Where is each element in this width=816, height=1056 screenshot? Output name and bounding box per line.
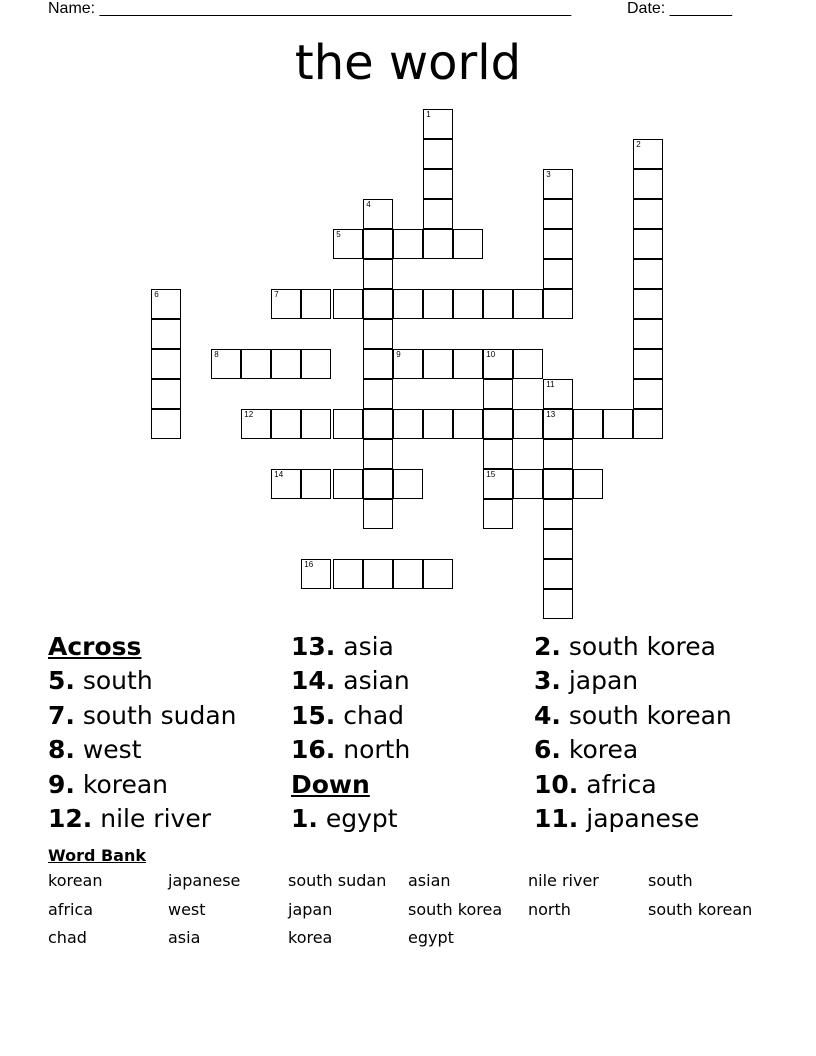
word-bank-item: africa [48,899,94,919]
crossword-cell[interactable] [393,229,423,259]
crossword-cell[interactable] [513,409,543,439]
crossword-cell[interactable] [543,409,573,439]
crossword-cell[interactable] [333,409,363,439]
crossword-cell[interactable] [513,289,543,319]
crossword-cell[interactable] [423,229,453,259]
word-bank-item: north [528,899,571,919]
crossword-cell[interactable] [543,559,573,589]
word-bank-item: korean [48,871,103,890]
crossword-cell[interactable] [543,289,573,319]
clue-text: south [74,666,153,696]
clue-number: 14. [291,666,336,696]
clue-item [534,699,732,733]
crossword-cell[interactable] [543,589,573,619]
clue-number: 16 [304,560,314,570]
clue-item [48,664,237,698]
crossword-cell[interactable] [211,349,241,379]
crossword-cell[interactable] [333,559,363,589]
crossword-cell[interactable] [543,379,573,409]
crossword-cell[interactable] [271,409,301,439]
crossword-cell[interactable] [513,349,543,379]
clue-number: 7. [48,700,75,730]
clue-number: 7 [274,290,279,300]
crossword-cell[interactable] [483,379,513,409]
word-bank-item: egypt [408,928,454,947]
crossword-cell[interactable] [423,199,453,229]
clue-item [291,733,410,767]
clue-number: 6. [534,735,561,765]
page-title: the world [294,35,522,91]
crossword-cell[interactable] [423,409,453,439]
crossword-cell[interactable] [573,409,603,439]
crossword-cell[interactable] [633,199,663,229]
clue-number: 10 [486,350,496,360]
crossword-cell[interactable] [393,469,423,499]
clue-item [48,768,237,802]
clues-column-3 [534,630,732,836]
crossword-cell[interactable] [363,259,393,289]
crossword-cell[interactable] [151,319,181,349]
clue-number: 8 [214,350,219,360]
clue-text: west [74,735,142,765]
crossword-cell[interactable] [543,439,573,469]
clue-text: egypt [317,803,398,833]
clue-number: 15 [486,470,496,480]
crossword-cell[interactable] [573,469,603,499]
clues-column-1 [48,630,237,836]
clue-number: 2. [534,632,561,661]
crossword-cell[interactable] [633,379,663,409]
crossword-cell[interactable] [241,349,271,379]
crossword-cell[interactable] [363,469,393,499]
clue-number: 4. [534,700,561,730]
crossword-cell[interactable] [301,349,331,379]
crossword-cell[interactable] [363,439,393,469]
crossword-cell[interactable] [543,199,573,229]
clue-number: 9. [48,769,75,799]
clue-number: 4 [366,200,371,210]
crossword-cell[interactable] [423,289,453,319]
clue-item [534,802,732,836]
crossword-cell[interactable] [453,409,483,439]
crossword-cell[interactable] [543,229,573,259]
crossword-cell[interactable] [543,499,573,529]
clue-text: south sudan [74,700,237,730]
clue-item [291,802,410,836]
clue-text: asian [335,666,410,696]
clue-number: 11. [534,803,579,833]
clue-text: south korean [560,700,732,730]
crossword-cell[interactable] [603,409,633,439]
clue-text: nile river [92,803,211,833]
clue-text: korean [74,769,169,799]
clue-item [534,664,732,698]
crossword-cell[interactable] [363,349,393,379]
clue-number: 12. [48,803,93,833]
clue-text: japan [560,666,639,696]
word-bank-title: Word Bank [48,846,147,865]
clue-number: 11 [546,380,555,390]
word-bank-item: west [168,899,206,919]
crossword-cell[interactable] [363,319,393,349]
crossword-cell[interactable] [241,409,271,439]
clue-item [291,664,410,698]
clue-number: 5. [48,666,75,696]
word-bank-item: nile river [528,871,599,890]
clue-number: 2 [636,140,641,150]
crossword-cell[interactable] [453,229,483,259]
crossword-cell[interactable] [633,259,663,289]
clue-item [291,630,410,664]
crossword-cell[interactable] [633,349,663,379]
crossword-cell[interactable] [483,499,513,529]
crossword-cell[interactable] [151,409,181,439]
crossword-cell[interactable] [633,319,663,349]
clue-number: 13. [291,632,336,661]
crossword-cell[interactable] [301,289,331,319]
crossword-cell[interactable] [453,289,483,319]
word-bank-item: south korea [408,899,503,919]
crossword-cell[interactable] [363,229,393,259]
crossword-cell[interactable] [271,349,301,379]
crossword-cell[interactable] [301,469,331,499]
clue-item [48,802,237,836]
crossword-cell[interactable] [363,559,393,589]
clue-text: north [335,735,411,765]
crossword-cell[interactable] [453,349,483,379]
crossword-cell[interactable] [393,349,423,379]
clue-item [48,733,237,767]
clue-number: 1 [426,110,431,120]
date-field[interactable]: Date: _______ [627,0,732,17]
crossword-cell[interactable] [423,139,453,169]
crossword-cell[interactable] [633,169,663,199]
clue-number: 12 [244,410,254,420]
clues-column-2 [291,630,410,836]
crossword-cell[interactable] [301,559,331,589]
crossword-cell[interactable] [271,289,301,319]
clue-heading: Across [48,632,142,661]
clue-item [291,699,410,733]
crossword-cell[interactable] [151,289,181,319]
crossword-cell[interactable] [483,469,513,499]
word-bank-item: korea [288,928,333,947]
clue-text: korea [560,735,639,765]
word-bank-item: asian [408,871,451,890]
clue-number: 15. [291,700,336,730]
clue-number: 3 [546,170,551,180]
clue-item [534,630,732,664]
word-bank-item: south [648,871,693,890]
crossword-cell[interactable] [301,409,331,439]
crossword-cell[interactable] [483,409,513,439]
crossword-cell[interactable] [151,349,181,379]
crossword-cell[interactable] [363,379,393,409]
crossword-cell[interactable] [633,139,663,169]
word-bank-item: japanese [168,871,241,890]
name-field[interactable]: Name: _____________________________________________________ [48,0,572,17]
clue-text: south korea [560,632,716,661]
clue-text: chad [335,700,405,730]
crossword-cell[interactable] [633,409,663,439]
clue-number: 10. [534,769,579,799]
crossword-cell[interactable] [393,409,423,439]
crossword-cell[interactable] [151,379,181,409]
crossword-cell[interactable] [363,409,393,439]
crossword-cell[interactable] [543,169,573,199]
clue-number: 5 [336,230,341,240]
crossword-cell[interactable] [333,469,363,499]
clue-number: 6 [154,290,159,300]
clue-number: 1. [291,803,318,833]
crossword-cell[interactable] [363,499,393,529]
clue-text: asia [335,632,394,661]
clue-number: 14 [274,470,284,480]
clue-number: 8. [48,735,75,765]
crossword-cell[interactable] [543,529,573,559]
clue-text: africa [578,769,657,799]
clue-number: 3. [534,666,561,696]
crossword-cell[interactable] [393,289,423,319]
crossword-cell[interactable] [333,229,363,259]
crossword-cell[interactable] [423,109,453,139]
crossword-cell[interactable] [393,559,423,589]
crossword-cell[interactable] [483,289,513,319]
crossword-cell[interactable] [633,289,663,319]
word-bank-item: asia [168,928,201,947]
crossword-cell[interactable] [363,289,393,319]
word-bank-item: south sudan [288,871,387,890]
clue-item [534,733,732,767]
clue-number: 16. [291,735,336,765]
crossword-cell[interactable] [363,199,393,229]
clue-item [534,768,732,802]
word-bank-item: chad [48,928,87,947]
crossword-cell[interactable] [543,469,573,499]
clue-number: 9 [396,350,401,360]
word-bank-item: south korean [648,899,753,919]
crossword-cell[interactable] [513,469,543,499]
crossword-cell[interactable] [543,259,573,289]
crossword-cell[interactable] [483,439,513,469]
clue-number: 13 [546,410,556,420]
crossword-cell[interactable] [423,169,453,199]
clue-heading: Down [291,769,370,799]
clue-text: japanese [578,803,700,833]
crossword-cell[interactable] [423,559,453,589]
word-bank [48,845,788,947]
crossword-cell[interactable] [423,349,453,379]
crossword-cell[interactable] [271,469,301,499]
clue-item [48,699,237,733]
crossword-cell[interactable] [633,229,663,259]
crossword-cell[interactable] [333,289,363,319]
crossword-cell[interactable] [483,349,513,379]
word-bank-item: japan [288,899,333,919]
